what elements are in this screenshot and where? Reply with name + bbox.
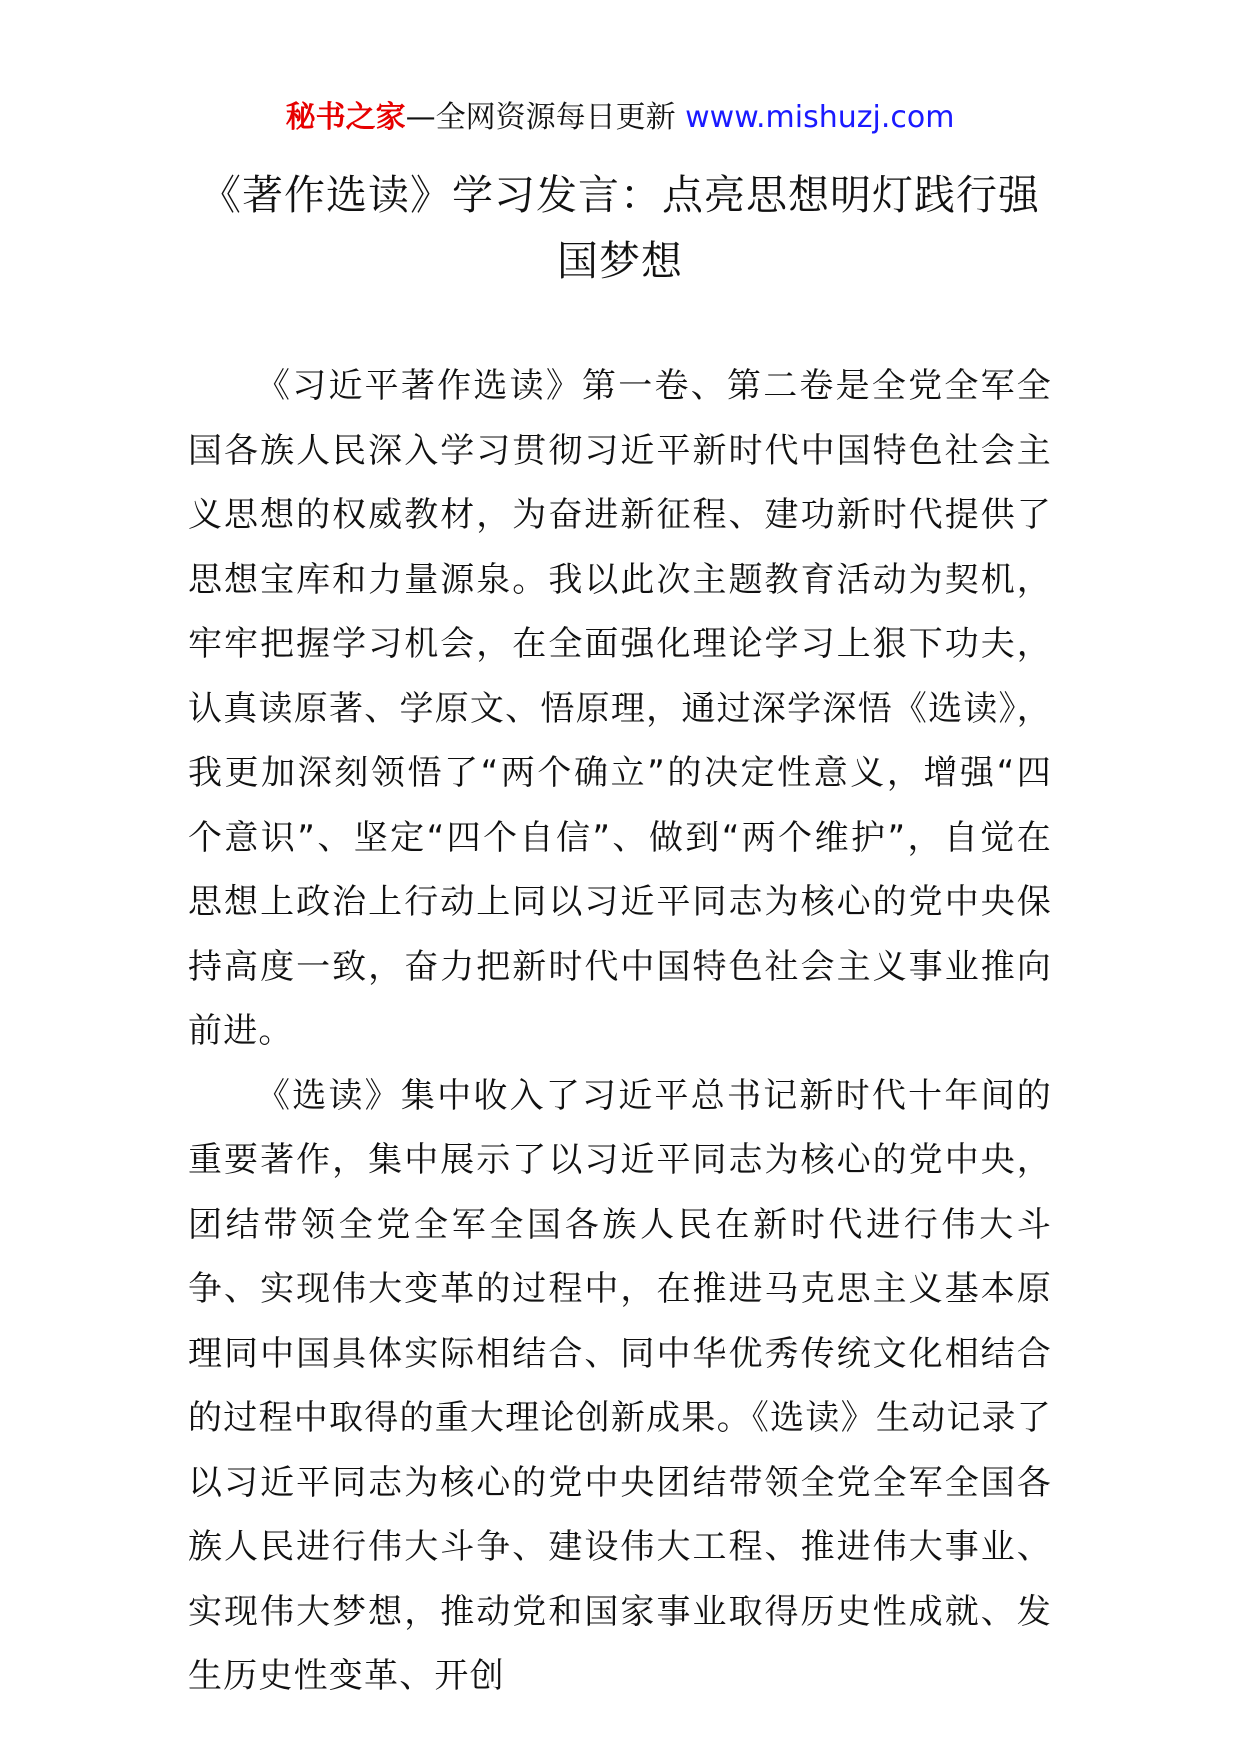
site-url-link[interactable]: www.mishuzj.com (685, 100, 955, 135)
document-title: 《著作选读》学习发言：点亮思想明灯践行强国梦想 (200, 171, 1040, 285)
document-body (188, 354, 1052, 1709)
site-header (0, 98, 1240, 138)
paragraph-1: 《习近平著作选读》第一卷、第二卷是全党全军全国各族人民深入学习贯彻习近平新时代中国特色社会主义思想的权威教材，为奋进新征程、建功新时代提供了思想宝库和力量源泉。我以此次主题教育活动为契机，牢牢把握学习机会，在全面强化理论学习上狠下功夫，认真读原著、学原文、悟原理，通过深学深悟《选读》，我更加深刻领悟了“两个确立”的决定性意义，增强“四个意识”、坚定“四个自信”、做到“两个维护”，自觉在思想上政治上行动上同以习近平同志为核心的党中央保持高度一致，奋力把新时代中国特色社会主义事业推向前进。 (188, 366, 1052, 1051)
site-brand: 秘书之家 (285, 100, 406, 135)
site-tagline: —全网资源每日更新 (405, 100, 686, 135)
paragraph-2: 《选读》集中收入了习近平总书记新时代十年间的重要著作，集中展示了以习近平同志为核心的党中央，团结带领全党全军全国各族人民在新时代进行伟大斗争、实现伟大变革的过程中，在推进马克思主义基本原理同中国具体实际相结合、同中华优秀传统文化相结合的过程中取得的重大理论创新成果。《选读》生动记录了以习近平同志为核心的党中央团结带领全党全军全国各族人民进行伟大斗争、建设伟大工程、推进伟大事业、实现伟大梦想，推动党和国家事业取得历史性成就、发生历史性变革、开创 (188, 1075, 1052, 1696)
